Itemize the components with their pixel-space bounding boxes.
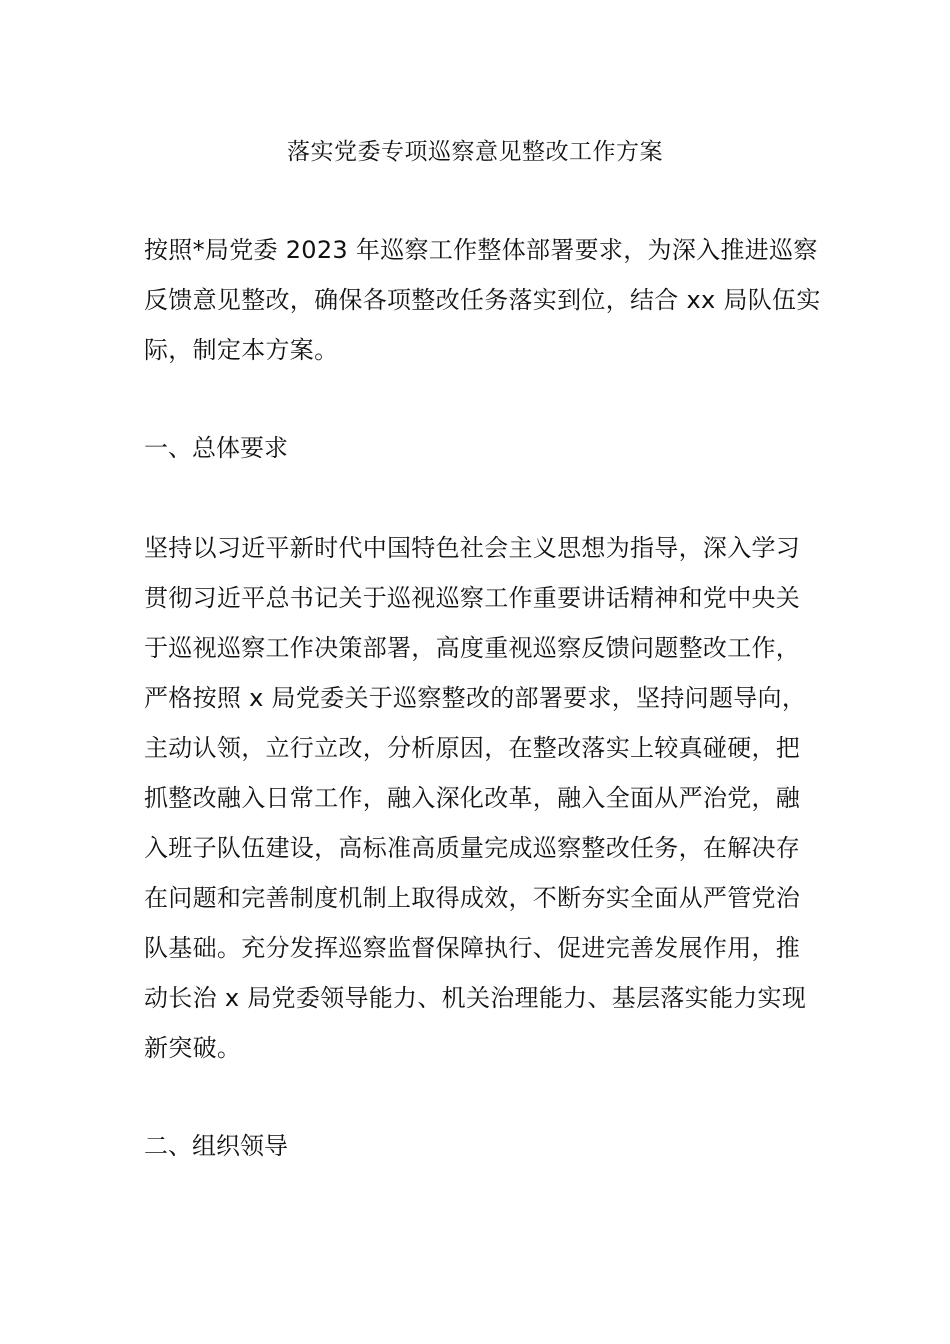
paragraph-line: 在问题和完善制度机制上取得成效，不断夯实全面从严管党治 xyxy=(144,884,801,912)
intro-line: 反馈意见整改，确保各项整改任务落实到位，结合 xx 局队伍实 xyxy=(144,286,821,314)
paragraph-line: 于巡视巡察工作决策部署，高度重视巡察反馈问题整改工作， xyxy=(144,634,801,662)
paragraph-line: 坚持以习近平新时代中国特色社会主义思想为指导，深入学习 xyxy=(144,534,801,562)
paragraph-line: 主动认领，立行立改，分析原因，在整改落实上较真碰硬，把 xyxy=(144,734,801,762)
paragraph-line: 严格按照 x 局党委关于巡察整改的部署要求，坚持问题导向， xyxy=(144,684,807,712)
document-title: 落实党委专项巡察意见整改工作方案 xyxy=(287,139,663,165)
intro-paragraph xyxy=(144,225,821,375)
paragraph-line: 入班子队伍建设，高标准高质量完成巡察整改任务，在解决存 xyxy=(144,834,801,862)
paragraph-line: 贯彻习近平总书记关于巡视巡察工作重要讲话精神和党中央关 xyxy=(144,584,801,612)
intro-line: 按照*局党委 2023 年巡察工作整体部署要求，为深入推进巡察 xyxy=(144,236,818,264)
paragraph-line: 动长治 x 局党委领导能力、机关治理能力、基层落实能力实现 xyxy=(144,984,807,1012)
paragraph-line: 队基础。充分发挥巡察监督保障执行、促进完善发展作用，推 xyxy=(144,934,801,962)
section-heading-1: 一、总体要求 xyxy=(144,434,288,462)
intro-line: 际，制定本方案。 xyxy=(144,336,339,364)
paragraph-line: 抓整改融入日常工作，融入深化改革，融入全面从严治党，融 xyxy=(144,784,801,812)
paragraph-line: 新突破。 xyxy=(144,1034,242,1062)
section1-paragraph xyxy=(144,523,814,1073)
section-heading-2: 二、组织领导 xyxy=(144,1132,288,1160)
